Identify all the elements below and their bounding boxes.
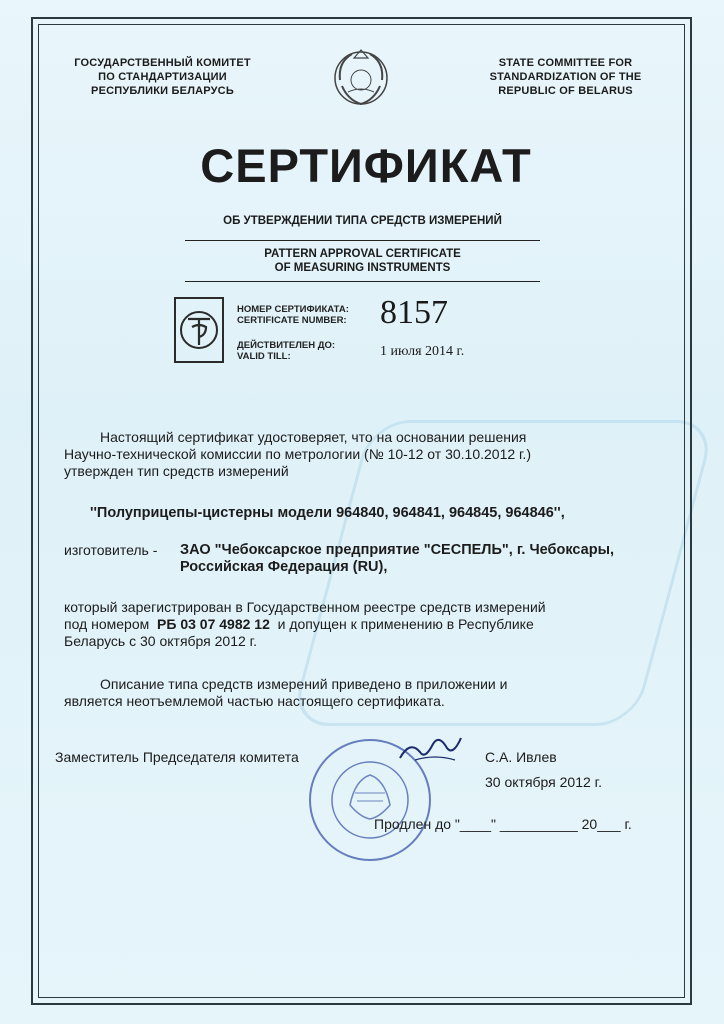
- paragraph-line: Настоящий сертификат удостоверяет, что на основании решения: [100, 429, 527, 445]
- manufacturer-label: изготовитель -: [64, 542, 158, 558]
- paragraph-line: Научно-технической комиссии по метрологии (№ 10-12 от 30.10.2012 г.): [64, 446, 531, 462]
- signature: [395, 730, 465, 770]
- valid-label-ru: ДЕЙСТВИТЕЛЕН ДО:: [237, 340, 336, 351]
- paragraph-registry: [64, 599, 644, 650]
- extension-line: Продлен до "____" __________ 20___ г.: [374, 816, 632, 832]
- cert-number-label: [237, 304, 367, 326]
- paragraph-intro: [64, 429, 644, 480]
- subtitle-en-line: OF MEASURING INSTRUMENTS: [274, 262, 451, 274]
- manufacturer-line: Российская Федерация (RU),: [180, 559, 388, 575]
- paragraph-line: утвержден тип средств измерений: [64, 463, 289, 479]
- manufacturer-line: ЗАО "Чебоксарское предприятие "СЕСПЕЛЬ", г. Чебоксары,: [180, 542, 614, 558]
- certificate-title: СЕРТИФИКАТ: [200, 139, 532, 192]
- subtitle-en-line: PATTERN APPROVAL CERTIFICATE: [264, 248, 461, 260]
- header-left-line: ПО СТАНДАРТИЗАЦИИ: [98, 71, 227, 83]
- header-right-line: STATE COMMITTEE FOR: [498, 57, 633, 69]
- signing-date: 30 октября 2012 г.: [485, 774, 602, 790]
- paragraph-line: который зарегистрирован в Государственном реестре средств измерений: [64, 599, 546, 615]
- header-left: [55, 56, 270, 98]
- registry-prefix: под номером: [64, 616, 150, 632]
- state-emblem-icon: [330, 42, 392, 114]
- paragraph-line: Беларусь с 30 октября 2012 г.: [64, 633, 257, 649]
- header-left-line: ГОСУДАРСТВЕННЫЙ КОМИТЕТ: [74, 57, 251, 69]
- registry-number: РБ 03 07 4982 12: [157, 616, 270, 632]
- manufacturer-name: [180, 542, 660, 576]
- cert-number-label-ru: НОМЕР СЕРТИФИКАТА:: [237, 304, 349, 315]
- header-right-line: STANDARDIZATION OF THE: [489, 71, 642, 83]
- belgiss-logo-icon: [174, 297, 224, 363]
- subtitle-ru: ОБ УТВЕРЖДЕНИИ ТИПА СРЕДСТВ ИЗМЕРЕНИЙ: [223, 215, 502, 227]
- header-right: [458, 56, 673, 98]
- cert-number: 8157: [380, 294, 448, 331]
- paragraph-line: является неотъемлемой частью настоящего сертификата.: [64, 693, 445, 709]
- signatory-name: С.А. Ивлев: [485, 749, 557, 765]
- valid-label-en: VALID TILL:: [237, 351, 291, 362]
- signatory-title: Заместитель Председателя комитета: [55, 749, 299, 765]
- header-right-line: REPUBLIC OF BELARUS: [498, 85, 633, 97]
- valid-label: [237, 340, 367, 362]
- paragraph-line: Описание типа средств измерений приведено в приложении и: [100, 676, 508, 692]
- subtitle-en: [185, 247, 540, 275]
- divider: [185, 240, 540, 241]
- divider: [185, 281, 540, 282]
- paragraph-description: [64, 676, 644, 710]
- registry-suffix: и допущен к применению в Республике: [277, 616, 534, 632]
- instrument-name: ''Полуприцепы-цистерны модели 964840, 964841, 964845, 964846'',: [90, 505, 565, 521]
- header-left-line: РЕСПУБЛИКИ БЕЛАРУСЬ: [91, 85, 234, 97]
- cert-number-label-en: CERTIFICATE NUMBER:: [237, 315, 347, 326]
- paragraph-line: [64, 616, 644, 633]
- valid-till-date: 1 июля 2014 г.: [380, 344, 465, 359]
